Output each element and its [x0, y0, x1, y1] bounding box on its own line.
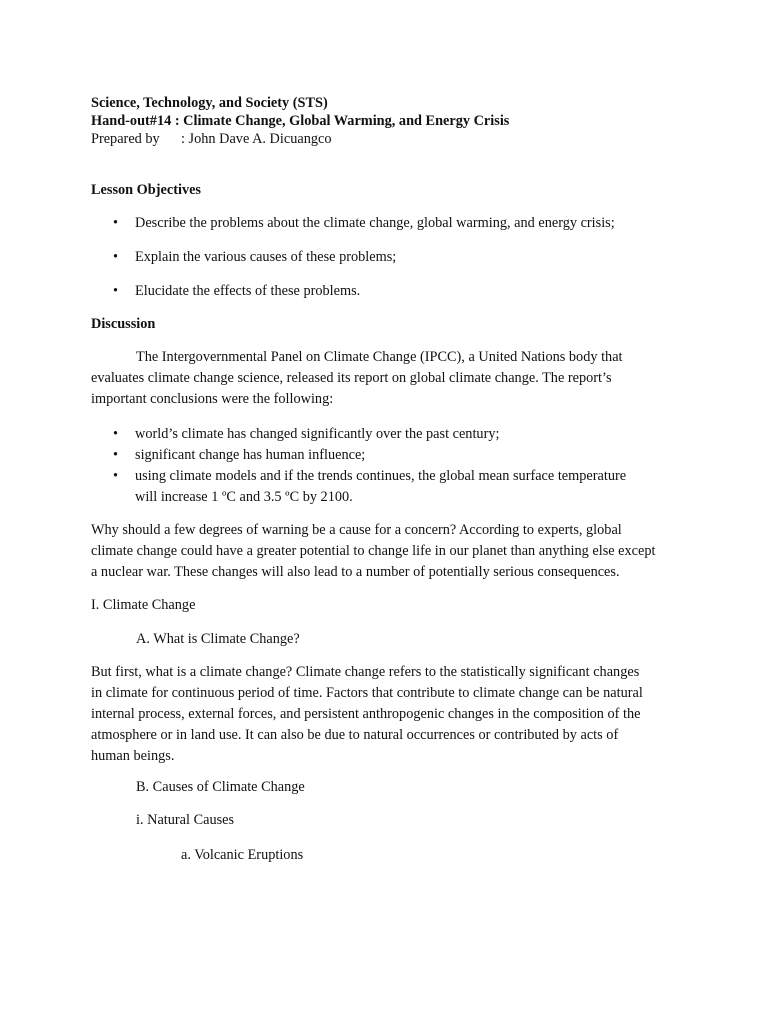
- subsection-heading: B. Causes of Climate Change: [136, 779, 305, 795]
- objective-text: Elucidate the effects of these problems.: [135, 283, 361, 299]
- subsection-heading: A. What is Climate Change?: [136, 631, 300, 647]
- subsection-heading: a. Volcanic Eruptions: [181, 847, 304, 863]
- section-heading: I. Climate Change: [91, 597, 196, 613]
- definition-paragraph: [91, 662, 691, 767]
- paragraph-line: a nuclear war. These changes will also lead to a number of potentially serious consequences.: [91, 564, 620, 580]
- intro-line: important conclusions were the following:: [91, 391, 334, 407]
- paragraph-line: atmosphere or in land use. It can also be due to natural occurrences or contributed by acts of: [91, 727, 619, 743]
- prepared-by-value: : John Dave A. Dicuangco: [181, 131, 332, 147]
- prepared-by: [91, 130, 331, 148]
- bullet-icon: •: [113, 426, 119, 442]
- paragraph-line: human beings.: [91, 748, 175, 764]
- paragraph-line: Why should a few degrees of warning be a cause for a concern? According to experts, global: [91, 522, 622, 538]
- intro-line: evaluates climate change science, released its report on global climate change. The report’s: [91, 370, 612, 386]
- prepared-by-label: Prepared by: [91, 131, 160, 147]
- concern-paragraph: [91, 520, 691, 583]
- discussion-heading: Discussion: [91, 316, 156, 332]
- bullet-icon: •: [113, 468, 119, 484]
- bullet-icon: •: [113, 283, 119, 299]
- conclusion-continuation: will increase 1 ºC and 3.5 ºC by 2100.: [135, 489, 353, 505]
- objective-text: Explain the various causes of these problems;: [135, 249, 397, 265]
- course-title: Science, Technology, and Society (STS): [91, 95, 328, 111]
- conclusion-text: significant change has human influence;: [135, 447, 366, 463]
- conclusion-text: world’s climate has changed significantly over the past century;: [135, 426, 500, 442]
- bullet-icon: •: [113, 215, 119, 231]
- paragraph-line: But first, what is a climate change? Climate change refers to the statistically significant changes: [91, 664, 640, 680]
- subsection-heading: i. Natural Causes: [136, 812, 235, 828]
- handout-title: Hand-out#14 : Climate Change, Global Warming, and Energy Crisis: [91, 113, 510, 129]
- bullet-icon: •: [113, 447, 119, 463]
- bullet-icon: •: [113, 249, 119, 265]
- paragraph-line: in climate for continuous period of time. Factors that contribute to climate change can be natural: [91, 685, 643, 701]
- objective-text: Describe the problems about the climate change, global warming, and energy crisis;: [135, 215, 615, 231]
- objectives-heading: Lesson Objectives: [91, 182, 201, 198]
- conclusion-text: using climate models and if the trends continues, the global mean surface temperature: [135, 468, 627, 484]
- paragraph-line: climate change could have a greater potential to change life in our planet than anything else except: [91, 543, 656, 559]
- intro-line: The Intergovernmental Panel on Climate Change (IPCC), a United Nations body that: [136, 349, 623, 365]
- paragraph-line: internal process, external forces, and persistent anthropogenic changes in the composition of the: [91, 706, 641, 722]
